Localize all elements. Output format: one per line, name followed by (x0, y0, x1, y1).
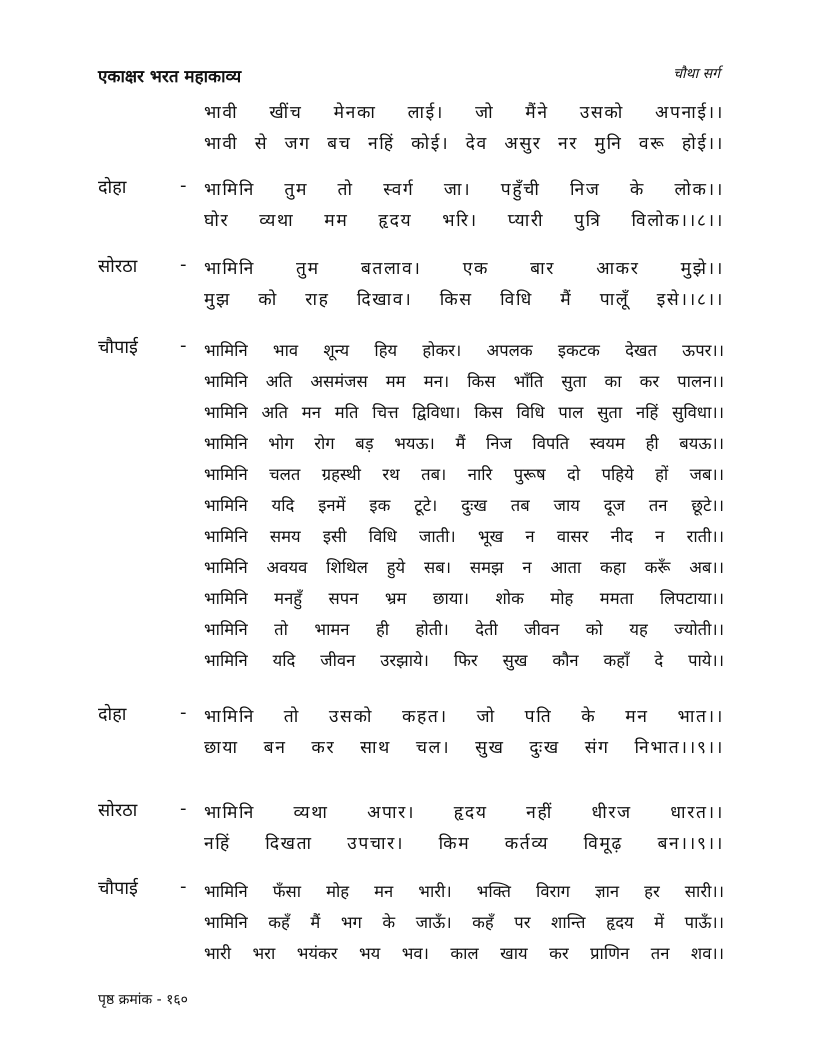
verse-line: भामिनि समय इसी विधि जाती। भूख न वासर नीद न राती।। (204, 527, 724, 546)
verse-line: भामिनि अवयव शिथिल हुये सब। समझ न आता कहा करूँ अब।। (204, 558, 724, 577)
verse-line: भारी भरा भयंकर भय भव। काल खाय कर प्राणिन तन शव।। (204, 944, 724, 963)
verse-line: भामिनि भोग रोग बड़ भयऊ। मैं निज विपति स्वयम ही बयऊ।। (204, 434, 724, 453)
verse-line: नहिं दिखता उपचार। किम कर्तव्य विमूढ़ बन।।९।। (204, 834, 724, 854)
page-number: पृष्ठ क्रमांक - १६० (98, 992, 188, 1008)
section-label: सोरठा (98, 256, 138, 277)
book-title: एकाक्षर भरत महाकाव्य (98, 67, 242, 87)
label-dash: - (180, 876, 187, 897)
verse-line: भावी से जग बच नहिं कोई। देव असुर नर मुनि वरू होई।। (204, 134, 724, 154)
label-dash: - (180, 335, 187, 356)
section-label: चौपाई (98, 878, 138, 899)
section-label: सोरठा (98, 800, 138, 821)
verse-line: भामिनि तुम बतलाव। एक बार आकर मुझे।। (204, 259, 724, 279)
label-dash: - (180, 702, 187, 723)
verse-line: भामिनि कहँ मैं भग के जाऊँ। कहँ पर शान्ति हृदय में पाऊँ।। (204, 913, 724, 932)
section-label: दोहा (98, 177, 127, 198)
chapter-title: चौथा सर्ग (673, 66, 720, 82)
verse-line: भामिनि फँसा मोह मन भारी। भक्ति विराग ज्ञान हर सारी।। (204, 882, 724, 901)
label-dash: - (180, 254, 187, 275)
verse-line: भामिनि यदि इनमें इक टूटे। दुःख तब जाय दूज तन छूटे।। (204, 496, 724, 515)
verse-line: छाया बन कर साथ चल। सुख दुःख संग निभात।।९।। (204, 738, 724, 758)
section-label: दोहा (98, 704, 127, 725)
verse-line: भामिनि यदि जीवन उरझाये। फिर सुख कौन कहाँ दे पाये।। (204, 651, 724, 670)
verse-line: भामिनि अति असमंजस मम मन। किस भाँति सुता का कर पालन।। (204, 372, 724, 391)
verse-line: भामिनि व्यथा अपार। हृदय नहीं धीरज धारत।। (204, 803, 724, 823)
verse-line: घोर व्यथा मम हृदय भरि। प्यारी पुत्रि विलोक।।८।। (204, 211, 724, 231)
verse-line: भामिनि तुम तो स्वर्ग जा। पहुँची निज के लोक।। (204, 180, 724, 200)
label-dash: - (180, 175, 187, 196)
verse-line: भामिनि मनहुँ सपन भ्रम छाया। शोक मोह ममता लिपटाया।। (204, 589, 724, 608)
section-label: चौपाई (98, 337, 138, 358)
verse-line: मुझ को राह दिखाव। किस विधि मैं पालूँ इसे।।८।। (204, 290, 724, 310)
verse-line: भामिनि भाव शून्य हिय होकर। अपलक इकटक देखत ऊपर।। (204, 341, 724, 360)
verse-line: भामिनि तो उसको कहत। जो पति के मन भात।। (204, 707, 724, 727)
verse-line: भामिनि अति मन मति चित्त द्विविधा। किस विधि पाल सुता नहिं सुविधा।। (204, 403, 724, 422)
verse-line: भावी खींच मेनका लाई। जो मैंने उसको अपनाई।। (204, 103, 724, 123)
verse-line: भामिनि तो भामन ही होती। देती जीवन को यह ज्योती।। (204, 620, 724, 639)
verse-line: भामिनि चलत ग्रहस्थी रथ तब। नारि पुरूष दो पहिये हों जब।। (204, 465, 724, 484)
label-dash: - (180, 798, 187, 819)
